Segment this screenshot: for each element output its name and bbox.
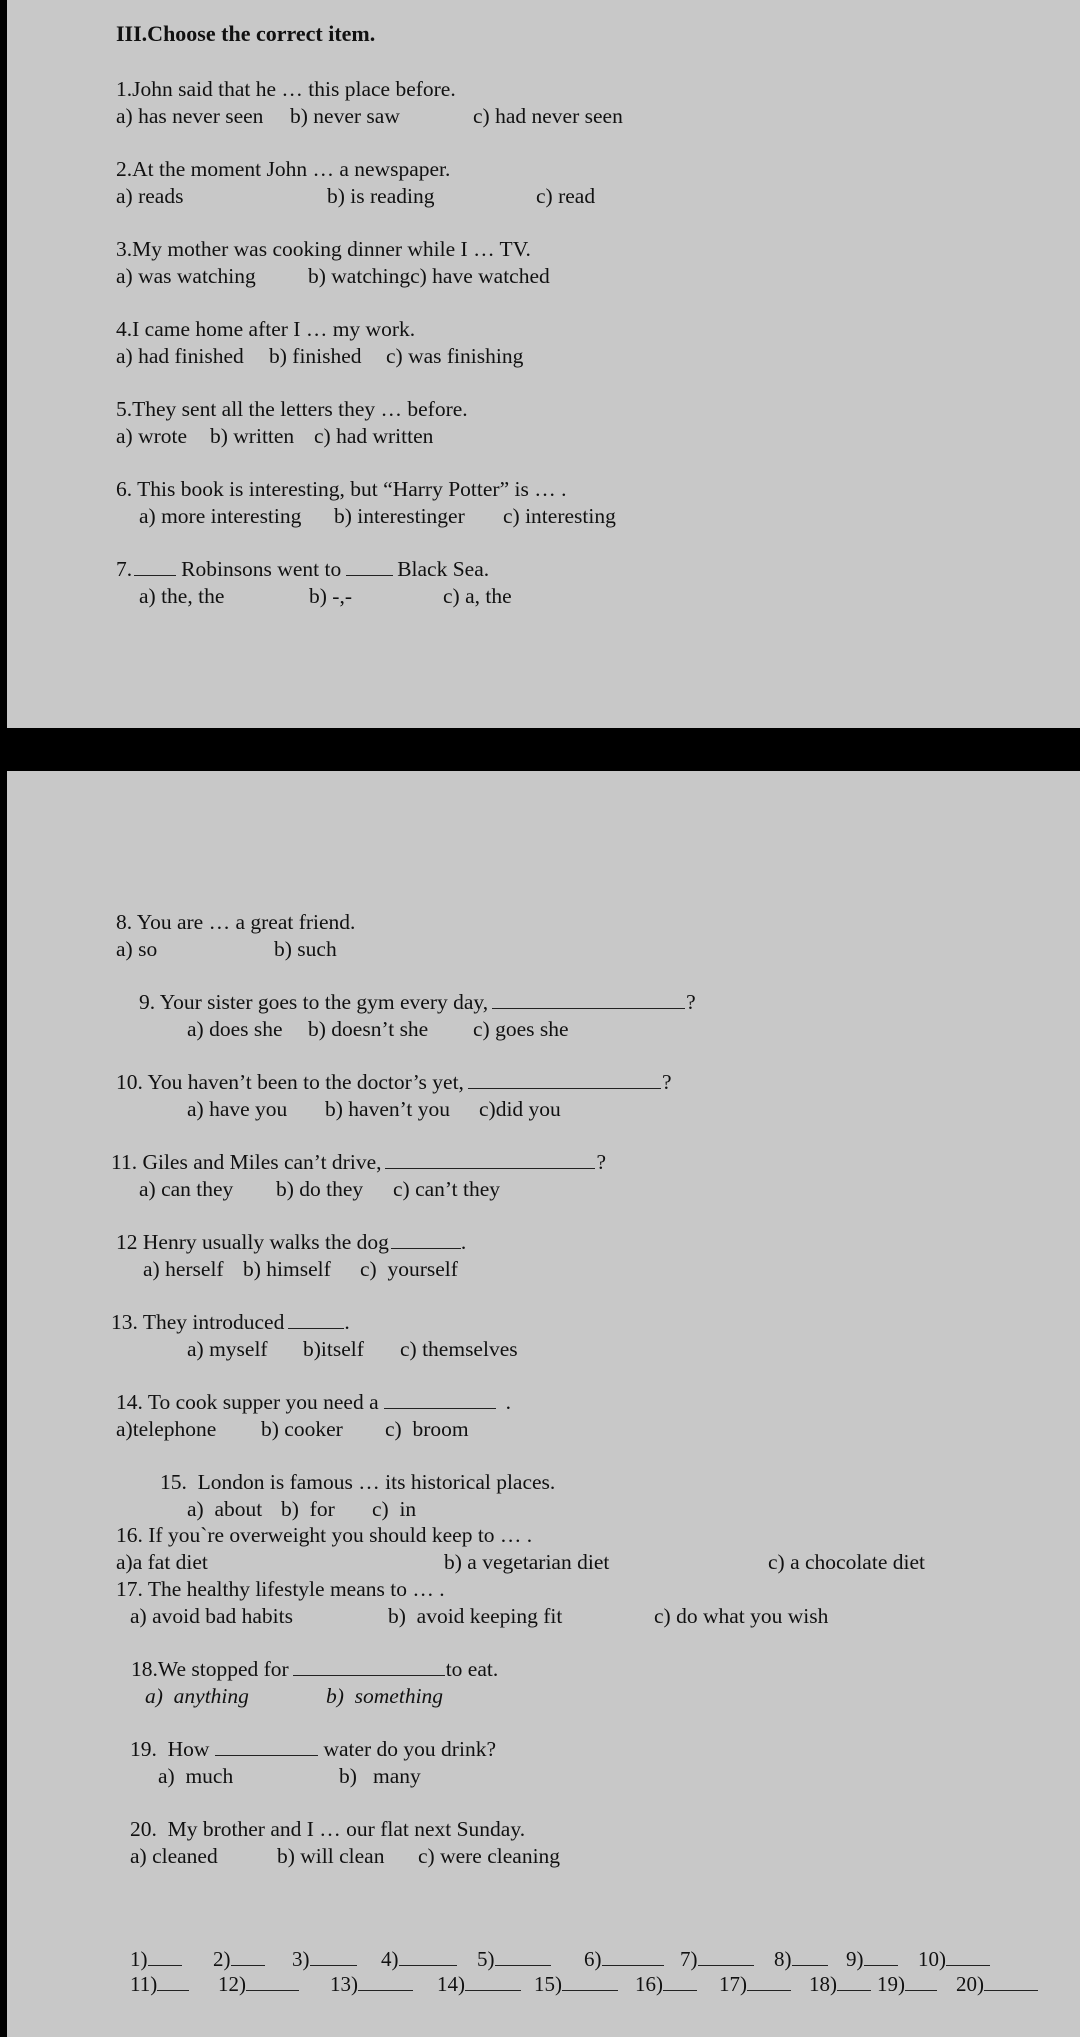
q4-option-c: c) was finishing [386,344,524,368]
question-19 [130,1737,496,1761]
q19-blank [215,1737,318,1756]
q4-option-a: a) had finished [116,344,244,368]
q18-option-b: b) something [326,1684,444,1708]
q15-option-a: a) about [187,1497,263,1521]
q11-text: 11. Giles and Miles can’t drive, [111,1150,382,1174]
question-18 [131,1657,498,1681]
q1-option-b: b) never saw [290,104,400,128]
q10-end: ? [661,1070,672,1094]
q18-end: to eat. [445,1657,499,1681]
q14-blank [384,1390,496,1409]
q18-text: 18.We stopped for [131,1657,289,1681]
q12-blank [391,1230,461,1249]
question-16: 16. If you`re overweight you should keep to … . [116,1523,533,1547]
q17-option-c: c) do what you wish [654,1604,829,1628]
answer-slot[interactable]: 17) [719,1972,791,1996]
answer-slot[interactable]: 19) [877,1972,937,1996]
answer-slot[interactable]: 4) [381,1947,457,1971]
q11-option-a: a) can they [139,1177,234,1201]
question-9 [139,990,696,1014]
q12-option-a: a) herself [143,1257,224,1281]
q19-option-a: a) much [158,1764,234,1788]
q7-end: Black Sea. [397,557,490,581]
question-10 [116,1070,671,1094]
question-7 [116,557,489,581]
question-4: 4.I came home after I … my work. [116,317,416,341]
q13-blank [288,1310,344,1329]
q12-option-b: b) himself [243,1257,331,1281]
question-2: 2.At the moment John … a newspaper. [116,157,451,181]
q10-option-c: c)did you [479,1097,561,1121]
answer-slot[interactable]: 3) [292,1947,357,1971]
q10-option-a: a) have you [187,1097,288,1121]
q13-option-b: b)itself [303,1337,364,1361]
answer-slot[interactable]: 12) [218,1972,299,1996]
q17-option-a: a) avoid bad habits [130,1604,293,1628]
worksheet-page-2 [7,771,1080,2037]
q14-end: . [505,1390,511,1414]
q5-option-c: c) had written [314,424,434,448]
q17-option-b: b) avoid keeping fit [388,1604,563,1628]
q13-option-a: a) myself [187,1337,268,1361]
q9-option-a: a) does she [187,1017,283,1041]
q11-blank [385,1150,595,1169]
q20-option-b: b) will clean [277,1844,385,1868]
question-8: 8. You are … a great friend. [116,910,356,934]
q12-end: . [460,1230,467,1254]
q13-text: 13. They introduced [111,1310,285,1334]
answer-slot[interactable]: 2) [213,1947,265,1971]
q7-number: 7. [116,557,133,581]
answer-slot[interactable]: 6) [584,1947,664,1971]
q14-option-c: c) broom [385,1417,469,1441]
q18-option-a: a) anything [145,1684,249,1708]
q14-option-b: b) cooker [261,1417,343,1441]
q19-option-b: b) many [339,1764,421,1788]
q16-option-c: c) a chocolate diet [768,1550,925,1574]
q16-option-a: a)a fat diet [116,1550,208,1574]
q19-text: 19. How [130,1737,210,1761]
q10-blank [468,1070,661,1089]
q5-option-a: a) wrote [116,424,188,448]
answer-slot[interactable]: 9) [846,1947,898,1971]
q2-option-c: c) read [536,184,596,208]
q1-option-a: a) has never seen [116,104,264,128]
q6-option-c: c) interesting [503,504,616,528]
q10-option-b: b) haven’t you [325,1097,450,1121]
q13-option-c: c) themselves [400,1337,518,1361]
question-15: 15. London is famous … its historical places. [160,1470,556,1494]
q7-blank-1 [134,557,176,576]
q7-text: Robinsons went to [181,557,342,581]
q3-option-a: a) was watching [116,264,256,288]
q2-option-b: b) is reading [327,184,435,208]
q15-option-c: c) in [372,1497,417,1521]
q19-end: water do you drink? [323,1737,496,1761]
q8-option-a: a) so [116,937,158,961]
q6-option-a: a) more interesting [139,504,302,528]
q9-option-c: c) goes she [473,1017,569,1041]
question-11 [111,1150,606,1174]
answer-slot[interactable]: 14) [437,1972,521,1996]
q7-option-a: a) the, the [139,584,225,608]
q7-blank-2 [346,557,393,576]
q8-option-b: b) such [274,937,337,961]
question-5: 5.They sent all the letters they … before. [116,397,468,421]
q14-option-a: a)telephone [116,1417,217,1441]
q1-option-c: c) had never seen [473,104,623,128]
answer-slot[interactable]: 13) [330,1972,413,1996]
q9-blank [492,990,685,1009]
answer-slot[interactable]: 15) [534,1972,618,1996]
q11-option-b: b) do they [276,1177,364,1201]
q18-blank [293,1657,445,1676]
question-1: 1.John said that he … this place before. [116,77,456,101]
q20-option-a: a) cleaned [130,1844,218,1868]
answer-slot[interactable]: 20) [956,1972,1038,1996]
question-3: 3.My mother was cooking dinner while I … TV. [116,237,531,261]
answer-slot[interactable]: 11) [130,1972,189,1996]
answer-slot[interactable]: 10) [918,1947,990,1971]
q16-option-b: b) a vegetarian diet [444,1550,610,1574]
answer-slot[interactable]: 8) [774,1947,828,1971]
question-20: 20. My brother and I … our flat next Sunday. [130,1817,526,1841]
q13-end: . [344,1310,350,1334]
answer-slot[interactable]: 5) [477,1947,551,1971]
question-6: 6. This book is interesting, but “Harry Potter” is … . [116,477,567,501]
q4-option-b: b) finished [269,344,362,368]
q2-option-a: a) reads [116,184,184,208]
q20-option-c: c) were cleaning [418,1844,561,1868]
q11-end: ? [596,1150,607,1174]
worksheet-page-1 [7,0,1080,728]
question-14 [116,1390,511,1414]
q5-option-b: b) written [210,424,295,448]
q10-text: 10. You haven’t been to the doctor’s yet, [116,1070,464,1094]
question-17: 17. The healthy lifestyle means to … . [116,1577,445,1601]
q3-option-bc: b) watchingc) have watched [308,264,550,288]
q9-end: ? [686,990,696,1014]
q14-text: 14. To cook supper you need a [116,1390,379,1414]
q9-text: 9. Your sister goes to the gym every day, [139,990,489,1014]
section-title: III.Choose the correct item. [116,21,376,46]
answer-slot[interactable]: 18) [809,1972,871,1996]
q6-option-b: b) interestinger [334,504,465,528]
answer-slot[interactable]: 16) [635,1972,697,1996]
question-12 [116,1230,466,1254]
q12-option-c: c) yourself [360,1257,458,1281]
q7-option-b: b) -,- [309,584,352,608]
q7-option-c: c) a, the [443,584,512,608]
answer-slot[interactable]: 1) [130,1947,182,1971]
question-13 [111,1310,350,1334]
q15-option-b: b) for [281,1497,335,1521]
q11-option-c: c) can’t they [393,1177,501,1201]
answer-slot[interactable]: 7) [680,1947,754,1971]
q9-option-b: b) doesn’t she [308,1017,429,1041]
q12-text: 12 Henry usually walks the dog [116,1230,389,1254]
